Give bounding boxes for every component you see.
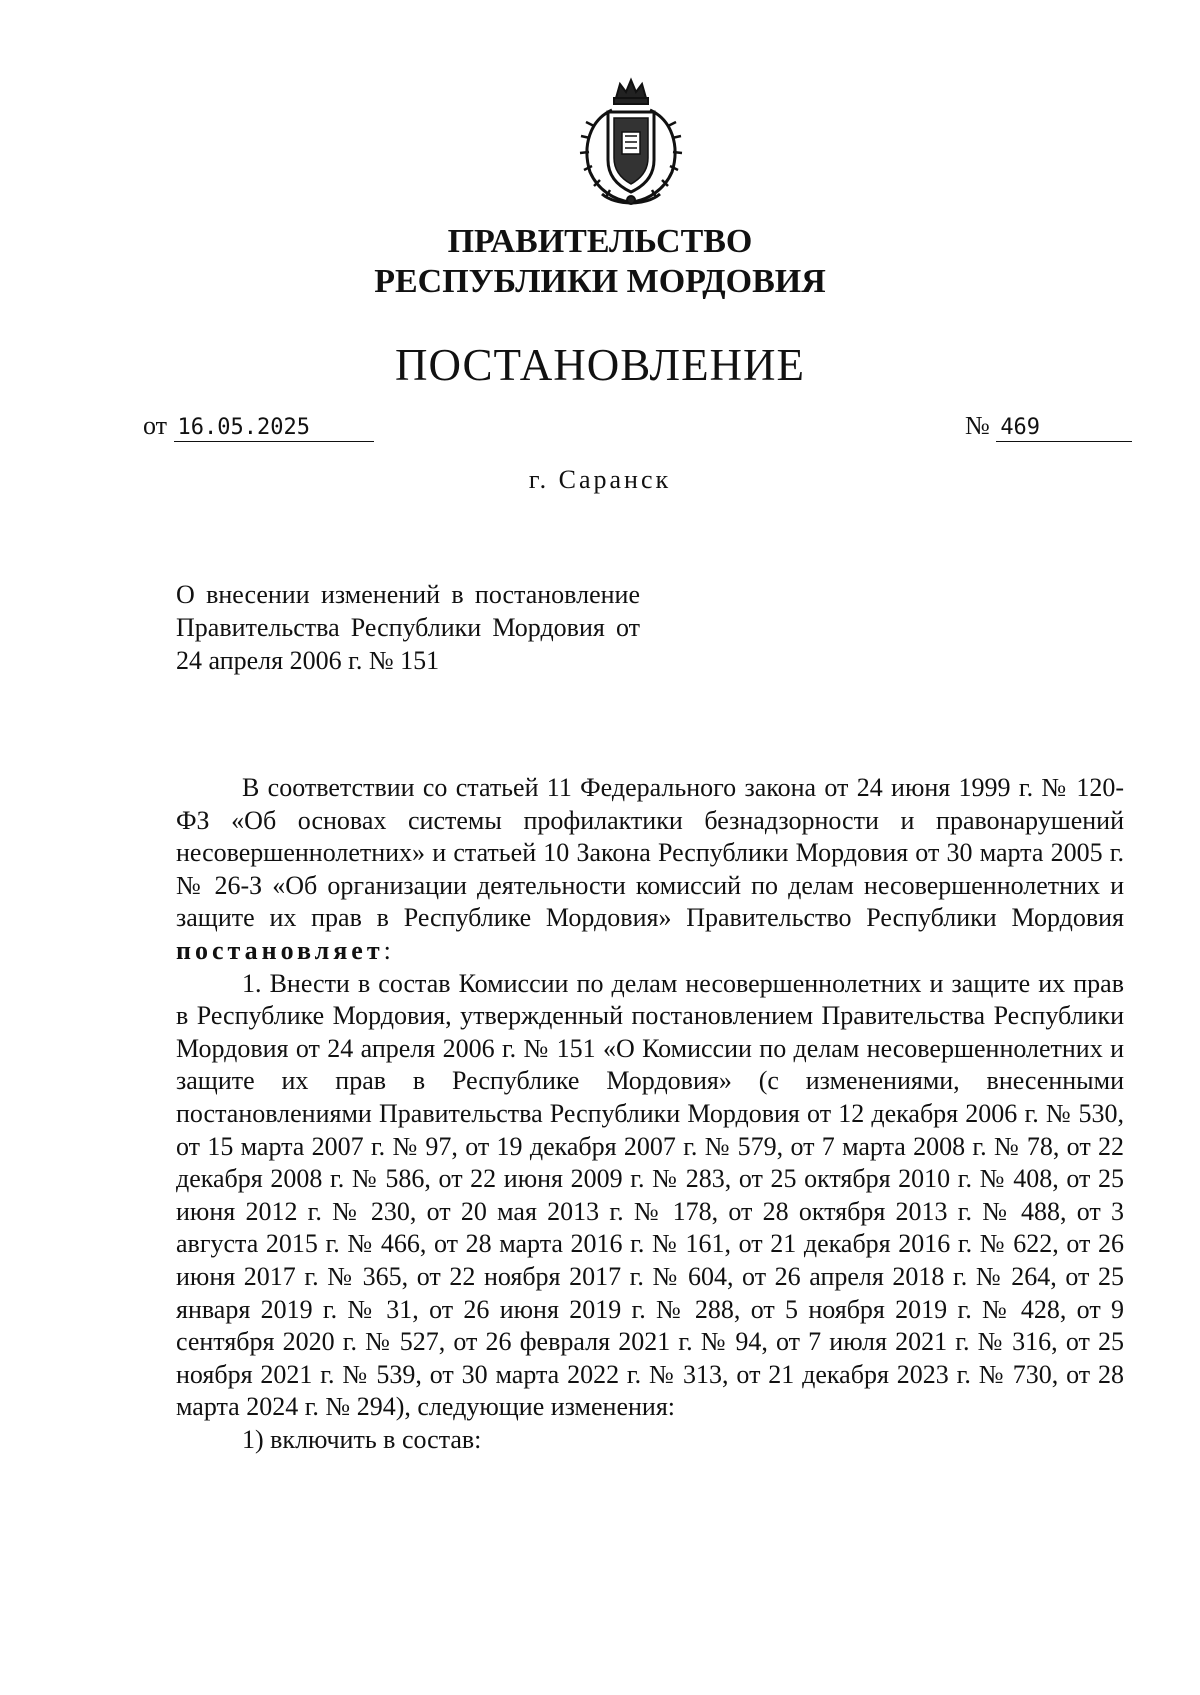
organization-name-line2: РЕСПУБЛИКИ МОРДОВИЯ (374, 263, 826, 300)
date-prefix: от (143, 411, 168, 440)
paragraph-1-end: : (383, 935, 391, 965)
paragraph-1-text: В соответствии со статьей 11 Федерального закона от 24 июня 1999 г. № 120-ФЗ «Об основах системы профилактики безнадзорности и правонарушений несовершеннолетних» и статьей 10 Закона Республики Мордовия от 30 марта 2005 г. № 26-З «Об организации деятельности комиссий по делам несовершеннолетних и защите их прав в Республике Мордовия» Правительство Республики Мордовия (176, 773, 1124, 933)
resolve-word: постановляет (176, 935, 384, 965)
organization-name-line1: ПРАВИТЕЛЬСТВО (447, 223, 753, 260)
body-paragraph-2: 1. Внести в состав Комиссии по делам несовершеннолетних и защите их прав в Республике Мордовия, утвержденный постановлением Правительства Республики Мордовия от 24 апреля 2006 г. № 151 «О Комиссии по делам несовершеннолетних и защите их прав в Республике Мордовия» (с изменениями, внесенными постановлениями Правительства Республики Мордовия от 12 декабря 2006 г. № 530, от 15 марта 2007 г. № 97, от 19 декабря 2007 г. № 579, от 7 марта 2008 г. № 78, от 22 декабря 2008 г. № 586, от 22 июня 2009 г. № 283, от 25 октября 2010 г. № 408, от 25 июня 2012 г. № 230, от 20 мая 2013 г. № 178, от 28 октября 2013 г. № 488, от 3 августа 2015 г. № 466, от 28 марта 2016 г. № 161, от 21 декабря 2016 г. № 622, от 26 июня 2017 г. № 365, от 22 ноября 2017 г. № 604, от 26 апреля 2018 г. № 264, от 25 января 2019 г. № 31, от 26 июня 2019 г. № 288, от 5 ноября 2019 г. № 428, от 9 сентября 2020 г. № 527, от 26 февраля 2021 г. № 94, от 7 июля 2021 г. № 316, от 25 ноября 2021 г. № 539, от 30 марта 2022 г. № 313, от 21 декабря 2023 г. № 730, от 28 марта 2024 г. № 294), следующие изменения: (176, 968, 1124, 1422)
document-body (176, 772, 1124, 1456)
date-field: 16.05.2025 (174, 415, 374, 442)
body-paragraph-1 (176, 772, 1124, 968)
city-line: г. Саранск (528, 465, 672, 494)
body-paragraph-3: 1) включить в состав: (242, 1424, 482, 1454)
number-prefix: № (965, 411, 990, 440)
document-type-title: ПОСТАНОВЛЕНИЕ (394, 340, 806, 390)
number-row (965, 410, 1132, 442)
coat-of-arms-icon (572, 76, 690, 210)
date-row (143, 410, 374, 442)
number-field: 469 (996, 415, 1132, 442)
document-subject: О внесении изменений в постановление Правительства Республики Мордовия от 24 апреля 2006 г. № 151 (176, 580, 640, 675)
